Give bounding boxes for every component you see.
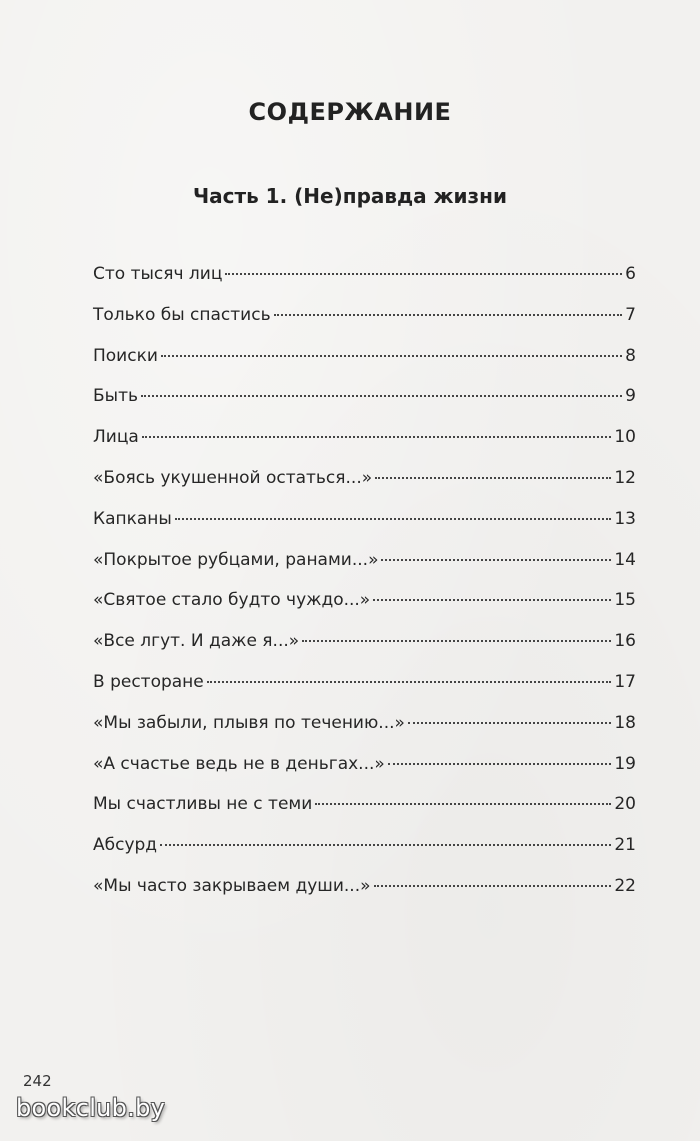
toc-entry-title: «Мы забыли, плывя по течению...» [93,712,405,733]
toc-entry [93,550,636,591]
toc-entry-page: 18 [614,712,636,733]
toc-entry-title: В ресторане [93,671,204,692]
toc-entry-title: Сто тысяч лиц [93,264,223,284]
dot-leader [315,803,611,805]
toc-entry [93,509,636,550]
toc-entry [93,876,636,917]
toc-entry-page: 6 [625,264,636,284]
toc-entry-title: Поиски [93,345,158,366]
toc-entry-title: Абсурд [93,835,158,856]
dot-leader [374,885,612,887]
toc-entry-page: 9 [625,386,636,407]
dot-leader [373,599,611,601]
page-number: 242 [23,1072,52,1090]
dot-leader [142,436,612,438]
toc-entry [93,468,636,509]
site-watermark: bookclub.by [16,1094,166,1122]
dot-leader [225,273,622,275]
toc-entry-title: «Мы часто закрываем души...» [93,875,371,896]
toc-entry-title: Капканы [93,508,172,529]
toc-entry [93,346,636,387]
toc-entry [93,672,636,713]
toc-entry-title: Лица [93,427,139,448]
toc-entry-page: 8 [625,345,636,366]
toc-entry [93,305,636,346]
toc-entry-title: «Все лгут. И даже я...» [93,631,300,652]
dot-leader [381,559,611,561]
toc-entry [93,427,636,468]
dot-leader [375,477,611,479]
toc-entry [93,835,636,876]
toc-entry-title: Только бы спастись [93,304,271,325]
contents-heading: СОДЕРЖАНИЕ [248,98,452,126]
toc-entry-page: 22 [614,875,636,896]
toc-entry [93,754,636,795]
dot-leader [274,314,623,316]
toc-entry-page: 21 [614,835,636,856]
toc-entry-title: Быть [93,386,139,407]
toc-entry-page: 15 [614,590,636,611]
dot-leader [408,722,611,724]
toc-entry-page: 10 [614,427,636,448]
toc-entry [93,590,636,631]
toc-entry-page: 12 [614,467,636,488]
toc-entry [93,386,636,427]
dot-leader [141,395,622,397]
toc-entry-title: «Боясь укушенной остаться...» [93,467,373,488]
toc-entry [93,631,636,672]
toc-entry [93,713,636,754]
toc-entry-title: Мы счастливы не с теми [93,794,313,815]
dot-leader [388,763,612,765]
toc-entry-page: 13 [614,508,636,529]
toc-entry-title: «Святое стало будто чуждо...» [93,590,371,611]
toc-entry-page: 17 [614,671,636,692]
dot-leader [161,355,622,357]
toc-entry-title: «А счастье ведь не в деньгах...» [93,753,385,774]
dot-leader [207,681,612,683]
dot-leader [175,518,612,520]
part-title: Часть 1. (Не)правда жизни [192,184,508,208]
toc-entry-page: 20 [614,794,636,815]
dot-leader [302,640,611,642]
toc-entry-page: 7 [625,304,636,325]
toc-entry [93,794,636,835]
toc-entry-page: 19 [614,753,636,774]
toc-entry [93,264,636,305]
table-of-contents [93,264,636,917]
toc-entry-page: 16 [614,631,636,652]
dot-leader [160,844,611,846]
toc-entry-title: «Покрытое рубцами, ранами...» [93,549,379,570]
toc-entry-page: 14 [614,549,636,570]
